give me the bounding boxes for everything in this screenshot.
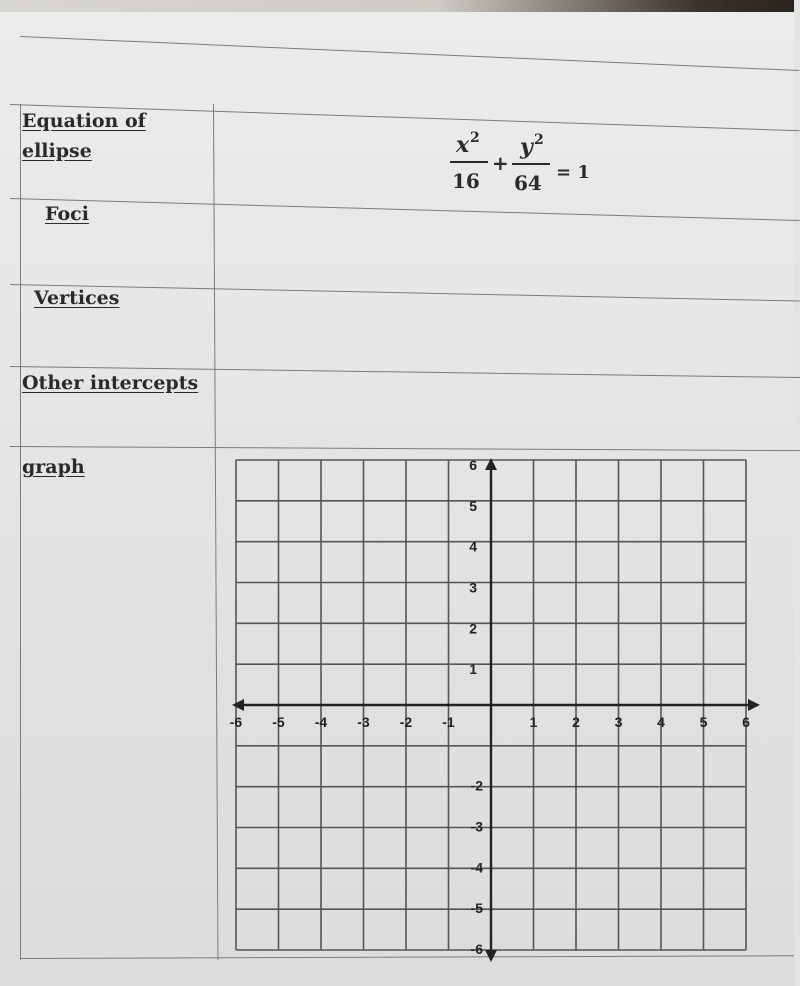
y-tick-label: 3 [469,579,477,596]
term2-denominator: 64 [514,171,542,195]
table-top-border [20,36,799,71]
equation-label-line2: ellipse [22,140,92,162]
equation-label-line1: Equation of [22,110,146,132]
term2-numerator: y [520,134,533,160]
term1-exponent: 2 [470,130,480,146]
y-tick-label: 5 [469,497,477,514]
other-intercepts-label: Other intercepts [22,372,199,394]
row-divider [10,284,800,302]
x-axis-arrow-right [748,699,760,711]
term1-numerator: x [456,132,470,158]
x-tick-label: 6 [742,714,750,730]
x-tick-label: 4 [657,714,665,730]
x-tick-label: -4 [314,714,328,730]
y-tick-label: -3 [470,818,483,835]
left-border [20,104,21,960]
table-bottom-border [20,955,794,959]
term1-denominator: 16 [452,169,480,193]
vertices-label: Vertices [34,287,120,309]
x-tick-label: 3 [614,714,623,730]
ellipse-equation [448,130,608,210]
coordinate-graph [228,452,758,957]
graph-label: graph [22,456,85,478]
x-tick-label: -3 [357,714,370,730]
axes [229,458,760,962]
column-divider [213,104,218,960]
y-tick-label: 6 [469,457,477,473]
foci-label: Foci [45,203,89,225]
background-shadow [0,0,794,12]
y-tick-label: 2 [469,620,477,637]
x-tick-label: 2 [572,714,580,730]
plus-sign: + [492,151,509,175]
x-axis-arrow-left [232,699,244,711]
x-tick-label: -6 [229,714,243,730]
x-tick-label: 5 [699,714,708,730]
x-tick-label: -5 [272,714,285,730]
y-tick-label: 4 [469,538,477,555]
x-tick-label: -2 [399,714,413,730]
y-tick-label: -6 [470,941,483,957]
y-tick-label: 1 [469,661,477,678]
row-divider [10,446,800,451]
term2-exponent: 2 [534,132,544,148]
x-tick-label: 1 [529,714,538,730]
equals-one: = 1 [556,162,590,183]
y-tick-label: -5 [470,900,483,917]
y-tick-label: -4 [470,859,483,876]
x-tick-label: -1 [442,714,455,730]
row-divider [10,198,800,221]
y-tick-label: -2 [470,777,483,794]
